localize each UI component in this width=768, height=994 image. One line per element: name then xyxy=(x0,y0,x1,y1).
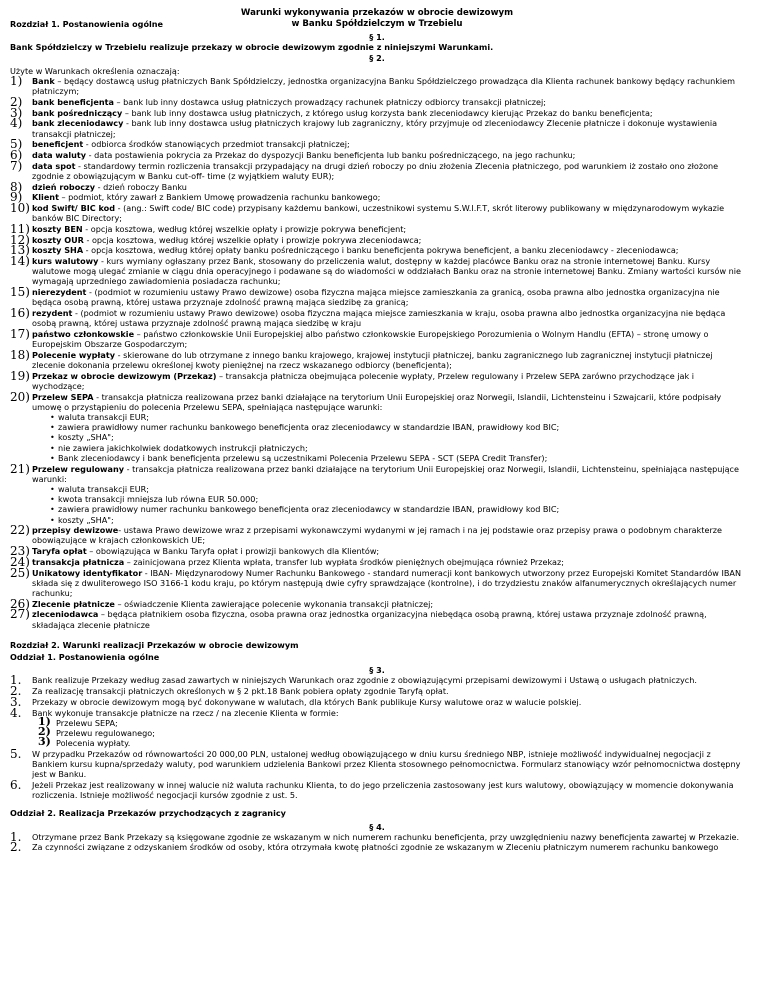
item-number: 6. xyxy=(10,777,22,792)
item-number: 23) xyxy=(10,544,30,559)
item-text: Za czynności związane z odzyskaniem środków od osoby, która otrzymała kwotę płatności zgodnie ze wskazanym w Zleceniu płatniczym numerem rachunku bankowego xyxy=(32,842,719,853)
definition-term: Klient xyxy=(32,192,59,203)
definition-item xyxy=(10,554,744,569)
definition-item xyxy=(10,609,744,629)
definition-text: – zainicjowana przez Klienta wpłata, transfer lub wypłata środków pieniężnych obejmująca również Przekaz; xyxy=(124,556,564,567)
bullet-item: • koszty „SHA"; xyxy=(50,432,744,442)
definition-text: - kurs wymiany ogłaszany przez Bank, stosowany do przeliczenia walut, dostępny w każdej placówce Banku oraz na stronie internetowej Banku. Kursy walutowe mogą ulegać zmianie w ciągu dnia operacyjnego i podawane są do wiadomości w oddziałach Banku oraz na stronie internetowej Banku. Zmiany wartości kursów nie wymagają uprzedniego zawiadomienia posiadacza rachunku; xyxy=(32,255,742,287)
item-number: 17) xyxy=(10,326,30,341)
item-number: 2. xyxy=(10,840,22,855)
sub-item-text: Przelewu regulowanego; xyxy=(56,727,155,738)
item-text: Bank wykonuje transakcje płatnicze na rzecz / na zlecenie Klienta w formie: xyxy=(32,707,339,718)
sub-item xyxy=(38,724,744,738)
item-number: 13) xyxy=(10,243,30,258)
definition-text: - opcja kosztowa, według której opłaty banku pośredniczącego i banku beneficjenta pokrywa beneficjent, a banku zleceniodawcy - zleceniodawca; xyxy=(83,245,679,256)
definition-text: – bank lub inny dostawca usług płatniczych, z którego usług korzysta bank zleceniodawcy kierując Przekaz do banku beneficjenta; xyxy=(122,107,653,118)
definition-text: – będący dostawcą usług płatniczych Bank Spółdzielczy, jednostka organizacyjna Banku Spółdzielczego prowadząca dla Klienta rachunek bankowy będący rachunkiem płatniczym; xyxy=(32,76,736,97)
definitions-intro: Użyte w Warunkach określenia oznaczają: xyxy=(10,65,180,76)
definition-item xyxy=(10,305,744,329)
definition-text: - opcja kosztowa, według której wszelkie opłaty i prowizje pokrywa beneficjent; xyxy=(82,223,407,234)
item-number: 24) xyxy=(10,554,30,569)
item-number: 11) xyxy=(10,221,30,236)
definition-item xyxy=(10,596,744,611)
definition-item xyxy=(10,461,744,525)
definition-item xyxy=(10,326,744,350)
sub-item-number: 2) xyxy=(38,724,51,738)
paragraph-item xyxy=(10,777,744,801)
definition-text: - (ang.: Swift code/ BIC code) przypisany każdemu bankowi, uczestnikowi systemu S.W.I.F.T, skrót literowy publikowany w międzynarodowym wykazie banków BIC Directory; xyxy=(32,202,725,224)
bullet-item: • koszty „SHA"; xyxy=(50,515,744,525)
item-number: 20) xyxy=(10,389,30,404)
definition-text: - opcja kosztowa, według której wszelkie opłaty i prowizje pokrywa zleceniodawca; xyxy=(83,234,422,245)
definition-term: rezydent xyxy=(32,307,73,318)
definition-term: koszty BEN xyxy=(32,223,83,234)
definition-item xyxy=(10,525,744,545)
item-number: 26) xyxy=(10,596,30,611)
item-number: 10) xyxy=(10,200,30,215)
definition-text: – będąca płatnikiem osoba fizyczna, osoba prawna oraz jednostka organizacyjna niebędąca osobą prawną, której ustawa przyznaje zdolność prawną, składająca zlecenie płatnicze xyxy=(32,609,707,630)
section-2-heading: Oddział 2. Realizacja Przekazów przychodzących z zagranicy xyxy=(10,808,286,819)
definition-item xyxy=(10,287,744,307)
definition-term: Zlecenie płatnicze xyxy=(32,598,115,609)
definition-term: państwo członkowskie xyxy=(32,328,135,339)
definition-term: dzień roboczy xyxy=(32,181,96,192)
item-number: 18) xyxy=(10,347,30,362)
definition-term: data spot xyxy=(32,160,76,171)
definition-term: kod Swift/ BIC kod xyxy=(32,202,116,213)
item-number: 25) xyxy=(10,565,30,580)
bullet-item: • Bank zleceniodawcy i bank beneficjenta przelewu są uczestnikami Polecenia Przelewu SEPA - SCT (SEPA Credit Transfer); xyxy=(50,453,744,463)
item-number: 4. xyxy=(10,705,22,720)
definition-text: - (podmiot w rozumieniu ustawy Prawo dewizowe) osoba fizyczna mająca miejsce zamieszkania za granicą, osoba prawna albo jednostka organizacyjna nie będąca osobą prawną, której ustawa przyznaje zdolność prawną mająca siedzibę za granicą; xyxy=(32,287,720,308)
definition-term: Przelew SEPA xyxy=(32,391,94,402)
item-number: 14) xyxy=(10,253,30,268)
paragraph-1-heading: § 1. xyxy=(369,32,385,43)
item-number: 5) xyxy=(10,137,23,152)
paragraph-4-heading: § 4. xyxy=(369,821,385,832)
bullet-item: • kwota transakcji mniejsza lub równa EUR 50.000; xyxy=(50,494,744,504)
paragraph-3-list xyxy=(10,675,744,800)
sub-item-number: 3) xyxy=(38,735,51,749)
item-text: Bank realizuje Przekazy według zasad zawartych w niniejszych Warunkach oraz zgodnie z obowiązującymi przepisami dewizowymi i Ustawą o usługach płatniczych. xyxy=(32,675,697,686)
definition-item xyxy=(10,94,744,109)
item-number: 27) xyxy=(10,607,30,622)
definition-text: - IBAN- Międzynarodowy Numer Rachunku Bankowego - standard numeracji kont bankowych utworzony przez Europejski Komitet Standardów IBAN składa się z dwuliterowego ISO 3166-1 kodu kraju, po którym następują dwie cyfry sprawdzające (kontrolne), i do trzydziestu znaków alfanumerycznych określających numer rachunku; xyxy=(32,567,742,598)
definition-term: Bank xyxy=(32,76,55,87)
paragraph-3-heading: § 3. xyxy=(369,665,385,676)
definition-term: bank zleceniodawcy xyxy=(32,118,124,129)
definition-item xyxy=(10,118,744,138)
definition-item xyxy=(10,544,744,559)
definition-text: - (podmiot w rozumieniu ustawy Prawo dewizowe) osoba fizyczna mająca miejsce zamieszkania w kraju, osoba prawna albo jednostka organizacyjna nie będąca osobą prawną, której ustawa przyznaje zdolność prawną mająca siedzibę w kraju xyxy=(32,307,726,329)
definition-term: data waluty xyxy=(32,149,87,160)
sub-item-number: 1) xyxy=(38,714,51,728)
paragraph-item xyxy=(10,829,744,844)
definition-term: kurs walutowy xyxy=(32,255,99,266)
definition-item xyxy=(10,232,744,247)
definition-text: – podmiot, który zawarł z Bankiem Umowę prowadzenia rachunku bankowego; xyxy=(58,192,381,203)
sub-item xyxy=(38,714,744,728)
definition-term: Taryfa opłat xyxy=(32,546,87,557)
definition-text: - ustawa Prawo dewizowe wraz z przepisami wykonawczymi wydanymi w jej ramach i na jej podstawie oraz przepisy prawa o podobnym charakterze obowiązujące w krajach członkowskich UE; xyxy=(32,525,723,546)
definition-text: - dzień roboczy Banku xyxy=(95,181,187,192)
intro-statement: Bank Spółdzielczy w Trzebielu realizuje przekazy w obrocie dewizowym zgodnie z niniejszymi Warunkami. xyxy=(10,42,494,53)
definition-text: - transakcja płatnicza realizowana przez banki działające na terytorium Unii Europejskiej oraz Norwegii, Islandii, Lichtensteinu i Szwajcarii, które podpisały umowę o przystąpieniu do polecenia Przelewu SEPA, spełniająca następujące warunki: xyxy=(32,391,722,412)
definition-item xyxy=(10,76,744,96)
definition-term: koszty SHA xyxy=(32,245,84,256)
item-number: 9) xyxy=(10,190,23,205)
definition-text: - data postawienia pokrycia za Przekaz do dyspozycji Banku beneficjenta lub banku pośredniczącego, na jego rachunku; xyxy=(86,149,576,160)
item-number: 15) xyxy=(10,285,30,300)
definition-text: - bank lub inny dostawca usług płatniczych krajowy lub zagraniczny, który przyjmuje od zleceniodawcy Zlecenie płatnicze i dokonuje wystawienia transakcji płatniczej; xyxy=(32,118,718,139)
item-number: 8) xyxy=(10,179,23,194)
definition-item xyxy=(10,200,744,224)
definition-term: Przelew regulowany xyxy=(32,463,125,474)
chapter-1-heading: Rozdział 1. Postanowienia ogólne xyxy=(10,19,164,29)
definition-item xyxy=(10,347,744,370)
paragraph-item xyxy=(10,694,744,709)
bullet-item: • waluta transakcji EUR; xyxy=(50,484,744,494)
definition-term: Unikatowy identyfikator xyxy=(32,567,143,578)
sub-item xyxy=(38,735,744,749)
item-number: 21) xyxy=(10,461,30,476)
definition-term: bank beneficjenta xyxy=(32,96,114,107)
item-number: 5. xyxy=(10,746,22,761)
definition-item xyxy=(10,565,744,599)
definition-text: – transakcja płatnicza obejmująca polecenie wypłaty, Przelew regulowany i Przelew SEPA zarówno przychodzące jak i wychodzące; xyxy=(32,370,694,391)
definition-item xyxy=(10,137,744,152)
section-1-heading: Oddział 1. Postanowienia ogólne xyxy=(10,651,160,662)
sub-item-text: Przelewu SEPA; xyxy=(56,717,118,728)
definition-item xyxy=(10,389,744,463)
paragraph-item xyxy=(10,705,744,749)
bullet-list xyxy=(32,412,744,463)
bullet-list xyxy=(32,484,744,525)
definition-item xyxy=(10,221,744,236)
item-text: Otrzymane przez Bank Przekazy są księgowane zgodnie ze wskazanym w nich numerem rachunku beneficjenta, przy uwzględnieniu nazwy beneficjenta zawartej w Przekazie. xyxy=(32,831,740,842)
paragraph-item xyxy=(10,673,744,688)
definition-text: - transakcja płatnicza realizowana przez banki działające na terytorium Unii Europejskiej oraz Norwegii, Islandii, Lichtensteinu, spełniająca następujące warunki: xyxy=(32,463,739,484)
item-number: 7) xyxy=(10,158,23,173)
bullet-item: • zawiera prawidłowy numer rachunku bankowego beneficjenta oraz zleceniodawcy w standardzie IBAN, prawidłowy kod BIC; xyxy=(50,422,744,432)
item-text: Za realizację transakcji płatniczych określonych w § 2 pkt.18 Bank pobiera opłaty zgodnie Taryfą opłat. xyxy=(32,686,449,697)
paragraph-4-list xyxy=(10,829,744,855)
definition-term: transakcja płatnicza xyxy=(32,556,125,567)
title-line-1: Warunki wykonywania przekazów w obrocie dewizowym xyxy=(240,8,514,18)
item-number: 6) xyxy=(10,147,23,162)
item-number: 3) xyxy=(10,105,23,120)
definition-term: Przekaz w obrocie dewizowym (Przekaz) xyxy=(32,370,217,381)
definition-term: koszty OUR xyxy=(32,234,84,245)
bullet-item: • zawiera prawidłowy numer rachunku bankowego beneficjenta oraz zleceniodawcy w standardzie IBAN, prawidłowy kod BIC; xyxy=(50,504,744,514)
definition-item xyxy=(10,105,744,120)
definition-item xyxy=(10,179,744,194)
item-number: 4) xyxy=(10,116,23,131)
sub-item-text: Polecenia wypłaty. xyxy=(56,738,131,749)
definitions-list xyxy=(10,76,744,630)
definition-text: – oświadczenie Klienta zawierające polecenie wykonania transakcji płatniczej; xyxy=(114,598,434,609)
bullet-item: • nie zawiera jakichkolwiek dodatkowych instrukcji płatniczych; xyxy=(50,443,744,453)
definition-term: beneficjent xyxy=(32,139,84,150)
item-number: 22) xyxy=(10,523,30,538)
sub-list xyxy=(32,714,744,749)
item-number: 1) xyxy=(10,74,23,89)
definition-term: zleceniodawca xyxy=(32,609,99,620)
item-number: 1. xyxy=(10,673,22,688)
item-text: Przekazy w obrocie dewizowym mogą być dokonywane w walutach, dla których Bank publikuje Kursy walutowe oraz w walucie polskiej. xyxy=(32,696,582,707)
definition-term: nierezydent xyxy=(32,287,87,298)
definition-term: Polecenie wypłaty xyxy=(32,349,116,360)
definition-item xyxy=(10,368,744,391)
definition-item xyxy=(10,253,744,287)
definition-text: – państwo członkowskie Unii Europejskiej albo państwo członkowskie Europejskiego Porozumienia o Wolnym Handlu (EFTA) – stronę umowy o Europejskim Obszarze Gospodarczym; xyxy=(32,328,709,350)
item-number: 12) xyxy=(10,232,30,247)
definition-text: – bank lub inny dostawca usług płatniczych prowadzący rachunek płatniczy odbiorcy transakcji płatniczej; xyxy=(113,96,546,107)
bullet-item: • waluta transakcji EUR; xyxy=(50,412,744,422)
item-number: 3. xyxy=(10,694,22,709)
definition-item xyxy=(10,158,744,181)
paragraph-item xyxy=(10,684,744,699)
definition-text: - odbiorca środków stanowiących przedmiot transakcji płatniczej; xyxy=(83,139,350,150)
item-text: Jeżeli Przekaz jest realizowany w innej walucie niż waluta rachunku Klienta, to do jego przeliczenia zastosowany jest kurs walutowy, obowiązujący w momencie dokonywania rozliczenia. Istnieje możliwość negocjacji kursów zgodnie z ust. 5. xyxy=(32,779,734,801)
definition-term: przepisy dewizowe xyxy=(32,525,119,536)
definition-text: – obowiązująca w Banku Taryfa opłat i prowizji bankowych dla Klientów; xyxy=(86,546,380,557)
definition-item xyxy=(10,147,744,162)
item-number: 16) xyxy=(10,305,30,320)
item-number: 19) xyxy=(10,368,30,383)
item-number: 2) xyxy=(10,94,23,109)
item-number: 2. xyxy=(10,684,22,699)
title-line-2: w Banku Spółdzielczym w Trzebielu xyxy=(291,18,463,29)
definition-item xyxy=(10,190,744,205)
definition-text: - standardowy termin rozliczenia transakcji przypadający na drugi dzień roboczy po dniu złożenia Zlecenia płatniczego, pod warunkiem iż zostało ono złożone zgodnie z obowiązującym w Banku cut-off- time (z wyjątkiem waluty EUR); xyxy=(32,160,719,181)
paragraph-item xyxy=(10,746,744,780)
paragraph-item xyxy=(10,840,744,855)
definition-item xyxy=(10,243,744,258)
definition-term: bank pośredniczący xyxy=(32,107,123,118)
definition-text: - skierowane do lub otrzymane z innego banku krajowego, krajowej instytucji płatniczej, banku zagranicznego lub zagranicznej instytucji płatniczej zlecenie dokonania przelewu określonej kwoty pieniężnej na rzecz wskazanego odbiorcy (beneficjenta); xyxy=(32,349,713,370)
chapter-2-heading: Rozdział 2. Warunki realizacji Przekazów w obrocie dewizowym xyxy=(10,639,299,650)
item-number: 1. xyxy=(10,829,22,844)
item-text: W przypadku Przekazów od równowartości 20 000,00 PLN, ustalonej według obowiązującego w dniu kursu średniego NBP, istnieje możliwość indywidualnej negocjacji z Bankiem kursu kupna/sprzedaży waluty, pod warunkiem udzielenia Bankowi przez Klienta stosownego pełnomocnictwa. Formularz stanowiący wzór pełnomocnictwa dostępny jest w Banku. xyxy=(32,748,741,780)
paragraph-2-heading: § 2. xyxy=(369,52,385,63)
